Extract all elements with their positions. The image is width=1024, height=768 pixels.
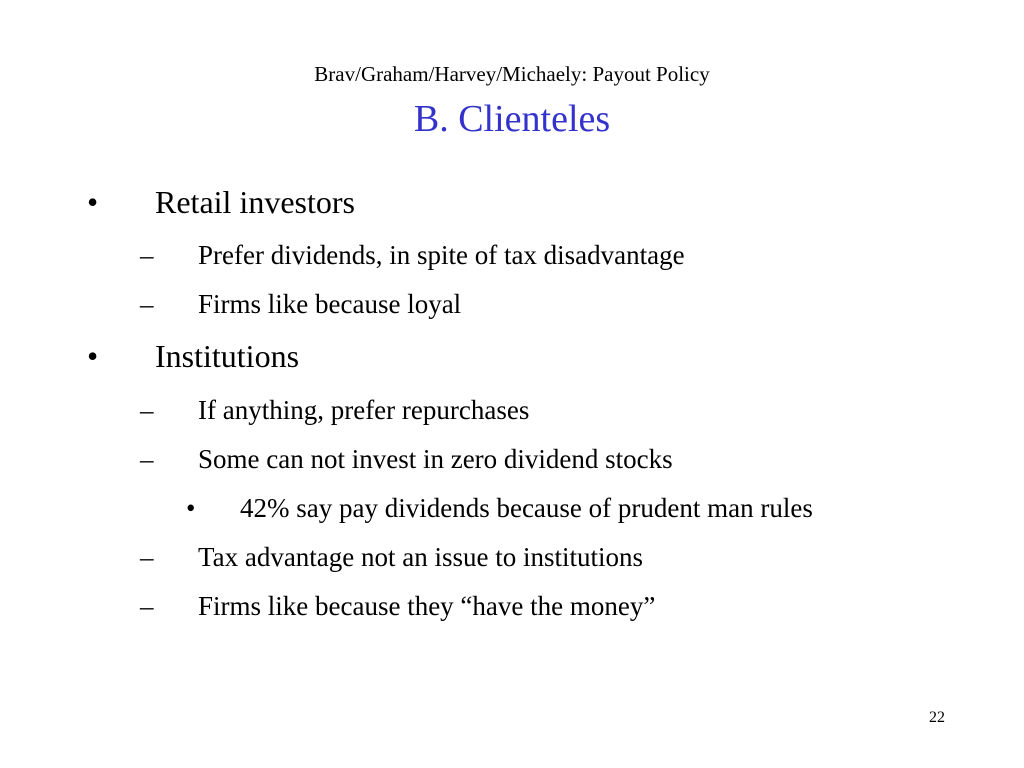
bullet-marker: • bbox=[87, 338, 99, 374]
dash-marker: – bbox=[140, 240, 154, 270]
sub-bullet-text: If anything, prefer repurchases bbox=[198, 395, 530, 425]
slide-title: B. Clienteles bbox=[413, 98, 611, 140]
slide-subtitle: Brav/Graham/Harvey/Michaely: Payout Policy bbox=[314, 62, 710, 86]
bullet-text: Institutions bbox=[155, 338, 300, 374]
sub-bullet-text: Prefer dividends, in spite of tax disadvantage bbox=[198, 240, 685, 270]
bullet-text: Retail investors bbox=[155, 184, 355, 220]
sub-bullet-text: Tax advantage not an issue to institutions bbox=[198, 542, 644, 572]
dash-marker: – bbox=[140, 289, 154, 319]
bullet-marker: • bbox=[186, 493, 196, 523]
dash-marker: – bbox=[140, 591, 154, 621]
page-number: 22 bbox=[929, 709, 945, 726]
dash-marker: – bbox=[140, 395, 154, 425]
bullet-marker: • bbox=[87, 184, 99, 220]
dash-marker: – bbox=[140, 444, 154, 474]
sub-bullet-text: Firms like because they “have the money” bbox=[198, 591, 656, 621]
sub-bullet-text: Firms like because loyal bbox=[198, 289, 462, 319]
sub-sub-bullet-text: 42% say pay dividends because of prudent man rules bbox=[240, 493, 813, 523]
dash-marker: – bbox=[140, 542, 154, 572]
sub-bullet-text: Some can not invest in zero dividend stocks bbox=[198, 444, 673, 474]
